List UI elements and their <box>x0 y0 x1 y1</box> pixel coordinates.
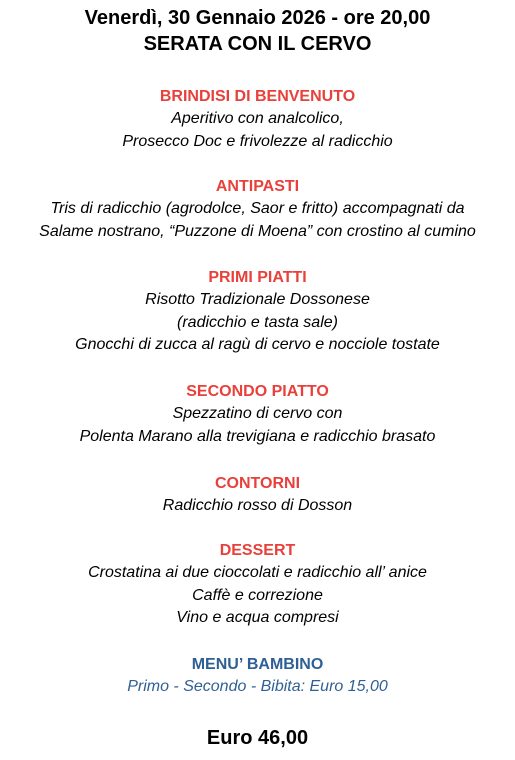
menu-price: Euro 46,00 <box>206 727 309 749</box>
section-title: DESSERT <box>219 542 296 559</box>
section-title: PRIMI PIATTI <box>208 269 307 286</box>
menu-item: Salame nostrano, “Puzzone di Moena” con crostino al cumino <box>39 222 476 240</box>
menu-item: Tris di radicchio (agrodolce, Saor e fritto) accompagnati da <box>50 200 465 217</box>
menu-item: Vino e acqua compresi <box>176 609 339 626</box>
menu-item: Risotto Tradizionale Dossonese <box>145 291 370 308</box>
section-title: BRINDISI DI BENVENUTO <box>159 88 356 105</box>
section-menu-bambino <box>0 654 515 699</box>
menu-item: Spezzatino di cervo con <box>172 405 343 422</box>
section-dessert <box>0 540 515 630</box>
menu-item: Primo - Secondo - Bibita: Euro 15,00 <box>127 678 388 695</box>
event-title: SERATA CON IL CERVO <box>143 33 372 55</box>
menu-header <box>0 5 515 57</box>
section-title: MENU’ BAMBINO <box>191 656 324 673</box>
menu-item: Polenta Marano alla trevigiana e radicchio brasato <box>79 427 436 445</box>
menu-item: Caffè e correzione <box>192 586 323 604</box>
menu-item: Crostatina ai due cioccolati e radicchio all’ anice <box>88 564 427 581</box>
event-date: Venerdì, 30 Gennaio 2026 - ore 20,00 <box>84 7 431 29</box>
menu-item: Prosecco Doc e frivolezze al radicchio <box>122 132 393 150</box>
menu-item: Aperitivo con analcolico, <box>171 110 344 127</box>
menu-item: (radicchio e tasta sale) <box>177 313 338 331</box>
section-brindisi <box>0 86 515 153</box>
section-title: ANTIPASTI <box>215 178 300 195</box>
menu-item: Gnocchi di zucca al ragù di cervo e nocciole tostate <box>75 336 440 353</box>
section-primi <box>0 267 515 357</box>
section-secondo <box>0 381 515 448</box>
section-title: CONTORNI <box>214 475 301 492</box>
section-antipasti <box>0 176 515 243</box>
section-contorni <box>0 473 515 518</box>
menu-item: Radicchio rosso di Dosson <box>162 497 353 514</box>
section-title: SECONDO PIATTO <box>186 383 329 400</box>
